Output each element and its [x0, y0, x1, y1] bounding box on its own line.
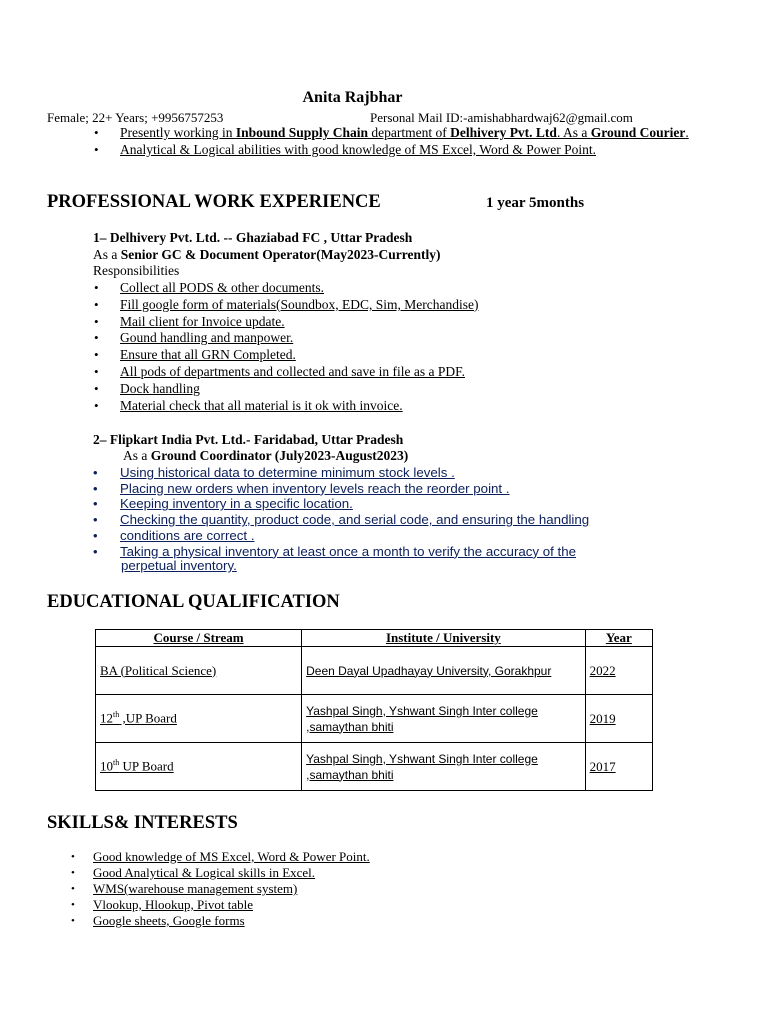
list-item: • Ensure that all GRN Completed.: [120, 347, 720, 364]
course-cell: BA (Political Science): [96, 647, 302, 695]
candidate-name: Anita Rajbhar: [302, 89, 403, 106]
job2-title: 2– Flipkart India Pvt. Ltd.- Faridabad, Uttar Pradesh: [93, 432, 404, 447]
institute-cell: Yashpal Singh, Yshwant Singh Inter college ,samaythan bhiti: [302, 743, 586, 791]
list-item: • Placing new orders when inventory levels reach the reorder point .: [120, 481, 740, 497]
summary-item: • Presently working in Inbound Supply Chain department of Delhivery Pvt. Ltd. As a Ground Courier.: [120, 125, 730, 142]
job1-title: 1– Delhivery Pvt. Ltd. -- Ghaziabad FC , Uttar Pradesh: [93, 230, 413, 245]
list-item: • Using historical data to determine minimum stock levels .: [120, 465, 740, 481]
job1-role: As a Senior GC & Document Operator(May2023-Currently): [93, 247, 441, 262]
job2-responsibilities: [120, 465, 740, 559]
list-item: • Fill google form of materials(Soundbox, EDC, Sim, Merchandise): [120, 297, 720, 314]
list-item: • Collect all PODS & other documents.: [120, 280, 720, 297]
contact-info: Female; 22+ Years; +9956757253: [47, 110, 224, 125]
table-row: [96, 695, 653, 743]
list-item: • Good knowledge of MS Excel, Word & Power Point.: [93, 849, 693, 865]
list-item: • Google sheets, Google forms: [93, 913, 693, 929]
list-item: • Gound handling and manpower.: [120, 330, 720, 347]
list-item: • Checking the quantity, product code, and serial code, and ensuring the handling: [120, 512, 740, 528]
summary-item: • Analytical & Logical abilities with good knowledge of MS Excel, Word & Power Point.: [120, 142, 730, 159]
personal-mail: Personal Mail ID:-amishabhardwaj62@gmail.com: [370, 110, 633, 125]
experience-heading: PROFESSIONAL WORK EXPERIENCE: [47, 192, 381, 212]
list-item: • Dock handling: [120, 381, 720, 398]
table-header-row: [96, 630, 653, 647]
list-item: • Taking a physical inventory at least once a month to verify the accuracy of the: [120, 544, 740, 560]
column-header: Institute / University: [302, 630, 586, 647]
job1-responsibilities: [120, 280, 720, 414]
column-header: Course / Stream: [96, 630, 302, 647]
course-cell: 10th UP Board: [96, 743, 302, 791]
table-row: [96, 647, 653, 695]
list-item: • Keeping inventory in a specific location.: [120, 496, 740, 512]
skills-list: [93, 849, 693, 929]
table-row: [96, 743, 653, 791]
list-item: • Mail client for Invoice update.: [120, 314, 720, 331]
job1-responsibilities-label: Responsibilities: [93, 263, 180, 278]
skills-heading: SKILLS& INTERESTS: [47, 813, 238, 833]
institute-cell: Yashpal Singh, Yshwant Singh Inter college ,samaythan bhiti: [302, 695, 586, 743]
education-table: [95, 629, 653, 791]
job2-role: As a Ground Coordinator (July2023-August2023): [123, 448, 409, 463]
year-cell: 2017: [585, 743, 652, 791]
job2-continuation: perpetual inventory.: [121, 558, 237, 573]
institute-cell: Deen Dayal Upadhayay University, Gorakhpur: [302, 647, 586, 695]
experience-duration: 1 year 5months: [486, 195, 585, 211]
course-cell: 12th ,UP Board: [96, 695, 302, 743]
year-cell: 2022: [585, 647, 652, 695]
list-item: • Vlookup, Hlookup, Pivot table: [93, 897, 693, 913]
year-cell: 2019: [585, 695, 652, 743]
list-item: • WMS(warehouse management system): [93, 881, 693, 897]
column-header: Year: [585, 630, 652, 647]
list-item: • Good Analytical & Logical skills in Excel.: [93, 865, 693, 881]
list-item: • conditions are correct .: [120, 528, 740, 544]
education-heading: EDUCATIONAL QUALIFICATION: [47, 592, 340, 612]
summary-list: [120, 125, 730, 159]
list-item: • All pods of departments and collected and save in file as a PDF.: [120, 364, 720, 381]
list-item: • Material check that all material is it ok with invoice.: [120, 398, 720, 415]
